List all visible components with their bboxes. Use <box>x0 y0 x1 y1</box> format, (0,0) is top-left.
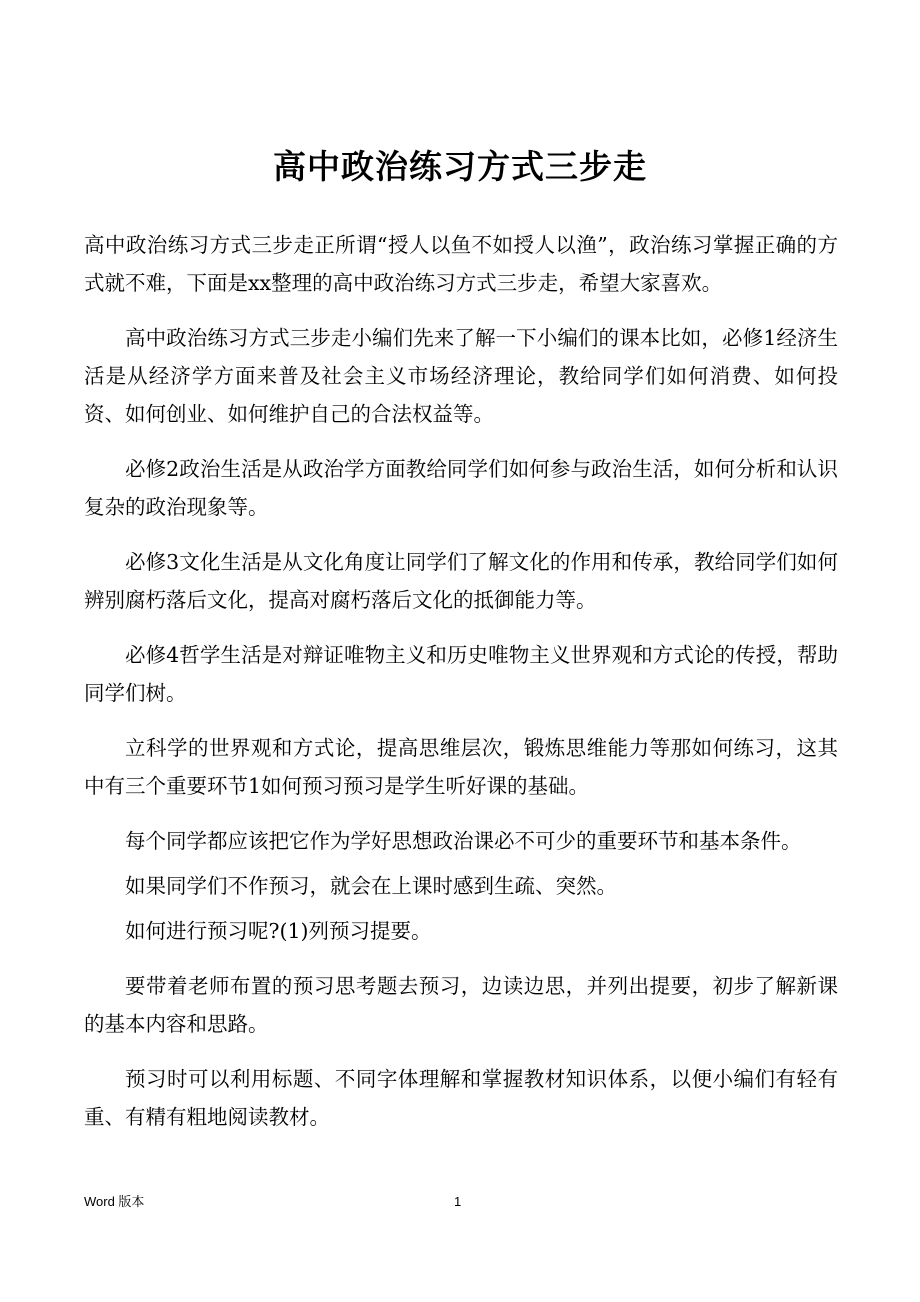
paragraph: 每个同学都应该把它作为学好思想政治课必不可少的重要环节和基本条件。 <box>125 829 802 853</box>
paragraph: 高中政治练习方式三步走小编们先来了解一下小编们的课本比如，必修1经济生活是从经济学方面来普及社会主义市场经济理论，教给同学们如何消费、如何投资、如何创业、如何维护自己的合法权益等。 <box>84 326 838 426</box>
document-title: 高中政治练习方式三步走 <box>273 147 647 186</box>
paragraph: 必修3文化生活是从文化角度让同学们了解文化的作用和传承，教给同学们如何辨别腐朽落后文化，提高对腐朽落后文化的抵御能力等。 <box>84 550 838 612</box>
paragraph: 如果同学们不作预习，就会在上课时感到生疏、突然。 <box>125 874 617 898</box>
page-number: 1 <box>454 1194 462 1209</box>
paragraph: 要带着老师布置的预习思考题去预习，边读边思，并列出提要，初步了解新课的基本内容和思路。 <box>84 974 838 1036</box>
paragraph: 如何进行预习呢?(1)列预习提要。 <box>125 919 432 943</box>
paragraph: 必修4哲学生活是对辩证唯物主义和历史唯物主义世界观和方式论的传授，帮助同学们树。 <box>84 643 838 705</box>
footer-label: Word 版本 <box>84 1194 145 1209</box>
paragraph-intro: 高中政治练习方式三步走正所谓“授人以鱼不如授人以渔”，政治练习掌握正确的方式就不难，下面是xx整理的高中政治练习方式三步走，希望大家喜欢。 <box>84 233 838 295</box>
paragraph: 必修2政治生活是从政治学方面教给同学们如何参与政治生活，如何分析和认识复杂的政治现象等。 <box>84 457 838 519</box>
paragraph: 预习时可以利用标题、不同字体理解和掌握教材知识体系，以便小编们有轻有重、有精有粗地阅读教材。 <box>84 1067 838 1129</box>
document-body <box>84 226 838 1153</box>
paragraph: 立科学的世界观和方式论，提高思维层次，锻炼思维能力等那如何练习，这其中有三个重要环节1如何预习预习是学生听好课的基础。 <box>84 736 838 798</box>
